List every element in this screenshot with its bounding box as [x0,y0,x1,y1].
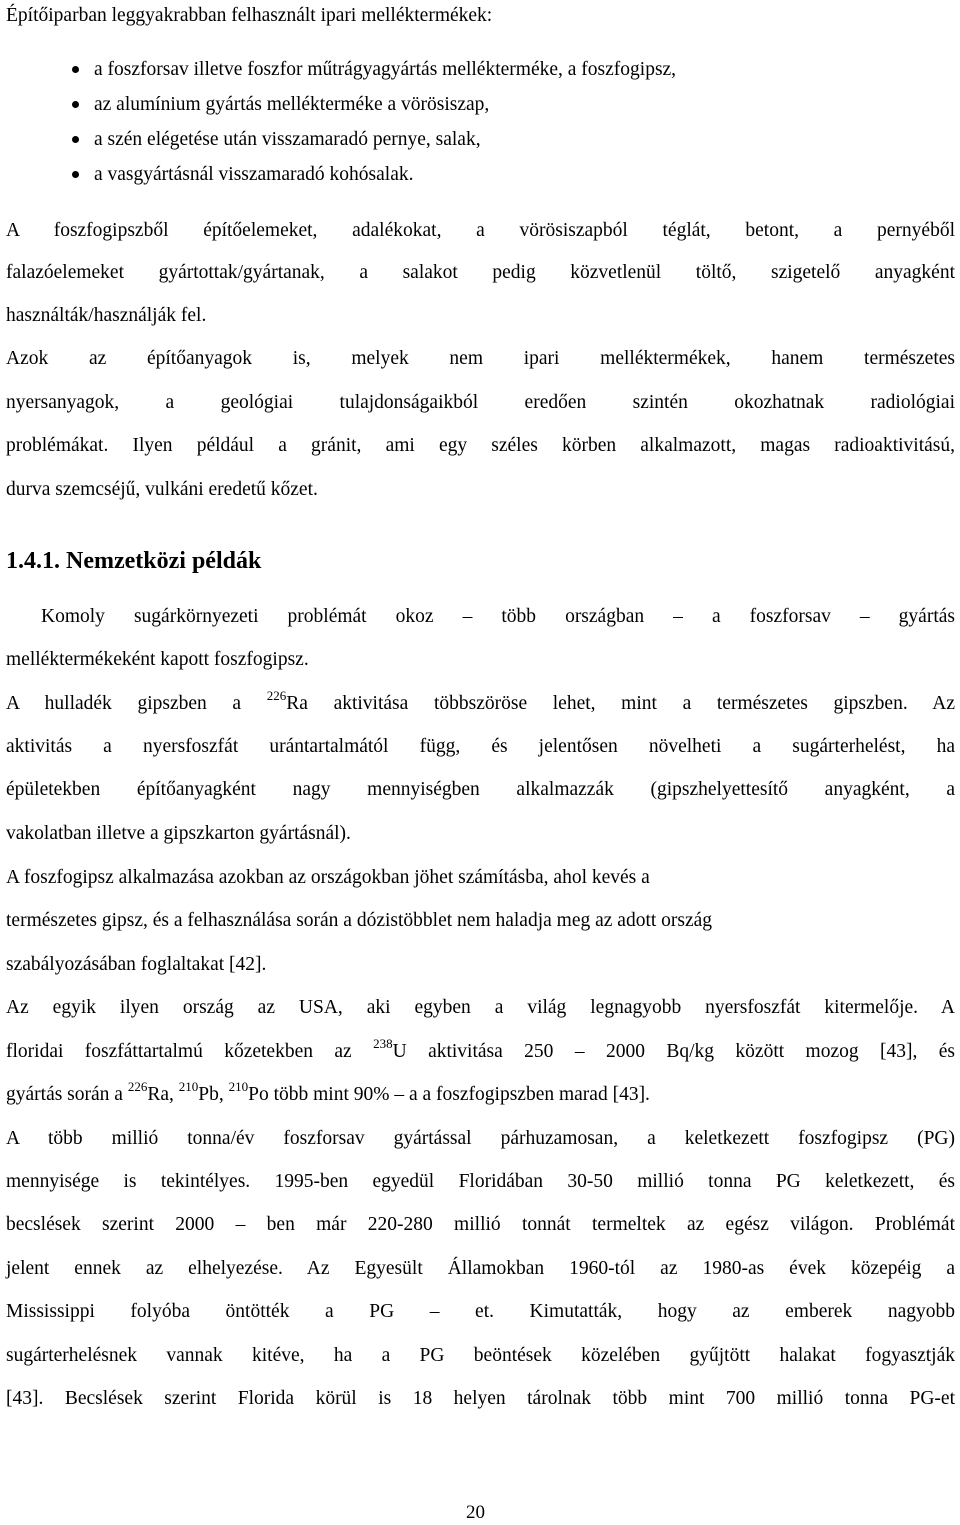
paragraph-line: használták/használják fel. [6,305,207,326]
bullet-item: az alumínium gyártás mellékterméke a vörösiszap, [94,95,489,115]
paragraph-line: nyersanyagok, a geológiai tulajdonságaikból eredően szintén okozhatnak radiológiai [6,392,955,413]
paragraph-line: Azok az építőanyagok is, melyek nem ipari melléktermékek, hanem természetes [6,348,955,369]
paragraph-line: mennyisége is tekintélyes. 1995-ben egyedül Floridában 30-50 millió tonna PG keletkezett, és [6,1171,955,1192]
bullet-dot-icon [72,171,79,178]
isotope-superscript: 226 [127,1079,148,1094]
paragraph-line: A foszfogipszből építőelemeket, adalékokat, a vörösiszapból téglát, betont, a pernyéből [6,220,955,241]
bullet-item: a foszforsav illetve foszfor műtrágyagyártás mellékterméke, a foszfogipsz, [94,60,676,80]
paragraph-line: Mississippi folyóba öntötték a PG – et. Kimutatták, hogy az emberek nagyobb [6,1301,955,1322]
paragraph-line: gyártás során a $^{226}$Ra, $^{210}$Pb, $^{210}$Po több mint 90% – a a foszfogipszben marad [43]. [6,1079,650,1105]
isotope-superscript: 238 [373,1036,393,1051]
paragraph-line: épületekben építőanyagként nagy mennyiségben alkalmazzák (gipszhelyettesítő anyagként, a [6,779,955,800]
paragraph-line: természetes gipsz, és a felhasználása során a dózistöbblet nem haladja meg az adott ország [6,910,713,931]
intro-text: Építőiparban leggyakrabban felhasznált ipari melléktermékek: [6,5,493,26]
paragraph-line: vakolatban illetve a gipszkarton gyártásnál). [6,823,351,844]
page-number: 20 [466,1502,485,1523]
paragraph-line: szabályozásában foglaltakat [42]. [6,954,267,975]
isotope-superscript: 210 [178,1079,199,1094]
paragraph-line: durva szemcséjű, vulkáni eredetű kőzet. [6,479,318,500]
section-heading: 1.4.1. Nemzetközi példák [6,548,262,574]
bullet-dot-icon [72,136,79,143]
paragraph-line: falazóelemeket gyártottak/gyártanak, a salakot pedig közvetlenül töltő, szigetelő anyagként [6,262,955,283]
paragraph-line: jelent ennek az elhelyezése. Az Egyesült Államokban 1960-tól az 1980-as évek közepéig a [6,1258,955,1279]
paragraph-line: problémákat. Ilyen például a gránit, ami egy széles körben alkalmazott, magas radioaktivitású, [6,435,955,456]
bullet-item: a szén elégetése után visszamaradó pernye, salak, [94,130,481,150]
paragraph-line: Komoly sugárkörnyezeti problémát okoz – több országban – a foszforsav – gyártás [41,606,955,627]
isotope-superscript: 226 [266,688,287,703]
bullet-dot-icon [72,66,79,73]
paragraph-line: sugárterhelésnek vannak kitéve, ha a PG beöntések közelében gyűjtött halakat fogyasztják [6,1345,955,1366]
paragraph-line: [43]. Becslések szerint Florida körül is 18 helyen tárolnak több mint 700 millió tonna PG-et [6,1388,955,1409]
paragraph-line: melléktermékeként kapott foszfogipsz. [6,649,309,670]
isotope-superscript: 210 [228,1079,249,1094]
paragraph-line: A hulladék gipszben a $^{226}$Ra aktivitása többszöröse lehet, mint a természetes gipszben. Az [6,688,956,714]
paragraph-line: A több millió tonna/év foszforsav gyártással párhuzamosan, a keletkezett foszfogipsz (PG) [6,1128,955,1149]
paragraph-line: becslések szerint 2000 – ben már 220-280 millió tonnát termeltek az egész világon. Problémát [6,1214,955,1235]
paragraph-line: floridai foszfáttartalmú kőzetekben az $^{238}$U aktivitása 250 – 2000 Bq/kg között mozog [43], és [6,1036,955,1062]
paragraph-line: aktivitás a nyersfoszfát urántartalmától függ, és jelentősen növelheti a sugárterhelést, ha [6,736,955,757]
bullet-item: a vasgyártásnál visszamaradó kohósalak. [94,165,413,185]
paragraph-line: Az egyik ilyen ország az USA, aki egyben a világ legnagyobb nyersfoszfát kitermelője. A [6,997,955,1018]
paragraph-line: A foszfogipsz alkalmazása azokban az országokban jöhet számításba, ahol kevés a [6,867,650,888]
bullet-dot-icon [72,101,79,108]
